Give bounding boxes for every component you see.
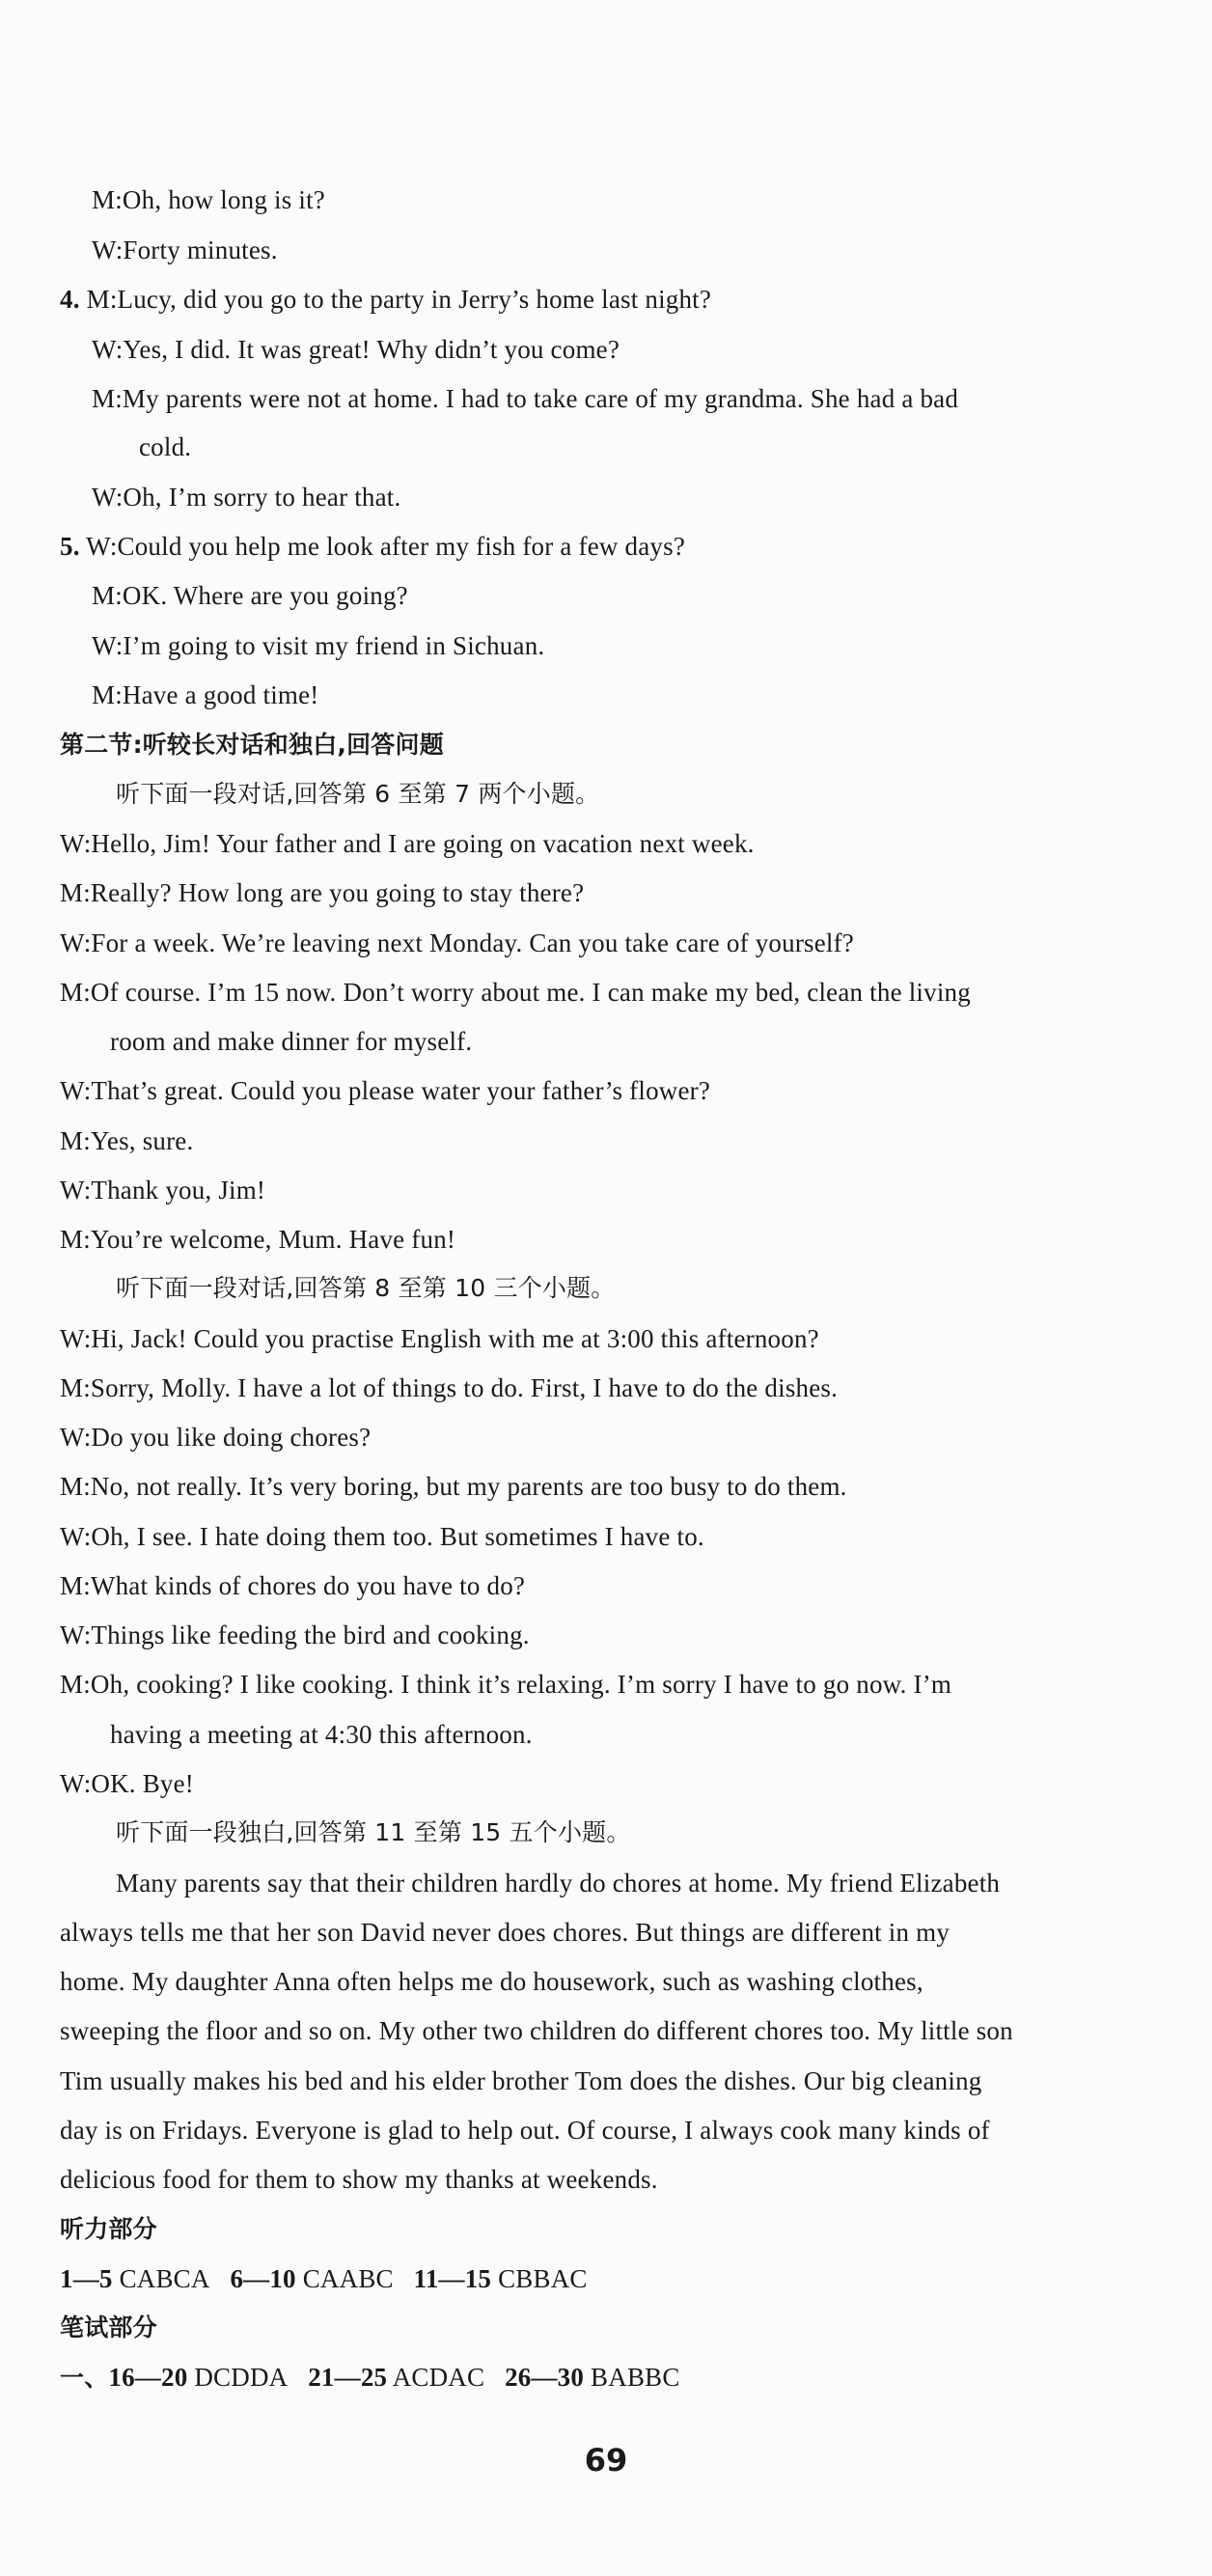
speaker: M [60,1472,84,1501]
dialogue-line: W:Oh, I’m sorry to hear that. [92,483,401,512]
dialogue-line: M:Oh, cooking? I like cooking. I think it’s relaxing. I’m sorry I have to go now. I’m [60,1670,952,1699]
dialogue-line: W:OK. Bye! [60,1769,194,1798]
monologue-line: always tells me that her son David never does chores. But things are different in my [60,1918,950,1947]
answer-keys: BABBC [591,2363,680,2392]
dialogue-line: W:Do you like doing chores? [60,1423,372,1452]
dialogue-line: W:Forty minutes. [92,235,278,264]
speaker: W [60,1076,84,1105]
dialogue-line: W:Thank you, Jim! [60,1176,266,1205]
utterance: I’m going to visit my friend in Sichuan. [123,631,545,660]
utterance: Forty minutes. [123,235,278,264]
utterance: No, not really. It’s very boring, but my parents are too busy to do them. [90,1472,847,1501]
speaker: W [60,1176,84,1205]
dialogue-line: 4. M:Lucy, did you go to the party in Jerry’s home last night? [60,285,712,314]
speaker: W [92,483,116,512]
dialogue-line: M:My parents were not at home. I had to take care of my grandma. She had a bad [92,384,959,413]
utterance: What kinds of chores do you have to do? [90,1571,526,1600]
instruction: 听下面一段对话,回答第 8 至第 10 三个小题。 [116,1274,616,1302]
utterance: Lucy, did you go to the party in Jerry’s home last night? [117,285,712,314]
answer-keys: ACDAC [392,2363,485,2392]
answer-range: 16—20 [108,2363,188,2392]
dialogue-line: 5. W:Could you help me look after my fish for a few days? [60,532,686,561]
utterance: OK. Bye! [91,1769,194,1798]
item-number: 4. [60,285,80,314]
speaker: W [60,829,84,858]
answers-written-heading: 笔试部分 [60,2313,157,2341]
answer-keys: CBBAC [498,2264,588,2293]
utterance: Thank you, Jim! [91,1176,266,1205]
answers-listening-heading: 听力部分 [60,2215,157,2243]
speaker: M [60,878,84,907]
dialogue-line-continued [110,1718,533,1751]
speaker: M [60,1571,84,1600]
speaker: M [92,185,116,214]
dialogue-line: M:Of course. I’m 15 now. Don’t worry about me. I can make my bed, clean the living [60,978,971,1007]
dialogue-line: M:Oh, how long is it? [92,185,325,214]
dialogue-line: M:You’re welcome, Mum. Have fun! [60,1225,456,1254]
utterance: Things like feeding the bird and cooking. [91,1620,530,1649]
monologue-line: Many parents say that their children hardly do chores at home. My friend Elizabeth [116,1869,1001,1897]
speaker: M [92,384,116,413]
answer-keys: CAABC [302,2264,394,2293]
instruction: 听下面一段独白,回答第 11 至第 15 五个小题。 [116,1818,631,1846]
speaker: M [92,680,116,709]
utterance: cold. [139,432,192,461]
utterance: having a meeting at 4:30 this afternoon. [110,1720,533,1749]
utterance: Hello, Jim! Your father and I are going on vacation next week. [91,829,755,858]
utterance: OK. Where are you going? [122,581,408,610]
page-number: 69 [584,2442,628,2479]
monologue-line: home. My daughter Anna often helps me do housework, such as washing clothes, [60,1967,923,1996]
speaker: W [60,1324,84,1353]
answer-keys: DCDDA [194,2363,289,2392]
monologue-line: day is on Fridays. Everyone is glad to help out. Of course, I always cook many kinds of [60,2116,990,2145]
speaker: M [60,1670,84,1699]
speaker: W [60,1769,84,1798]
utterance: That’s great. Could you please water your father’s flower? [91,1076,711,1105]
speaker: M [60,1373,84,1402]
utterance: Oh, how long is it? [122,185,325,214]
dialogue-line: W:I’m going to visit my friend in Sichuan. [92,631,545,660]
answer-prefix: 一、 [60,2364,109,2392]
utterance: Yes, I did. It was great! Why didn’t you come? [123,335,620,364]
utterance: Have a good time! [122,680,319,709]
utterance: Do you like doing chores? [91,1423,372,1452]
utterance: Of course. I’m 15 now. Don’t worry about me. I can make my bed, clean the living [90,978,971,1007]
speaker: W [60,1522,84,1551]
answer-range: 1—5 [60,2264,113,2293]
speaker: W [92,631,116,660]
speaker: W [60,1423,84,1452]
item-number: 5. [60,532,80,561]
speaker: M [92,581,116,610]
utterance: room and make dinner for myself. [110,1027,473,1056]
section-heading: 第二节:听较长对话和独白,回答问题 [60,731,444,759]
dialogue-line: W:For a week. We’re leaving next Monday. Can you take care of yourself? [60,928,854,957]
speaker: M [60,1225,84,1254]
dialogue-line: W:Yes, I did. It was great! Why didn’t you come? [92,335,620,364]
utterance: Oh, I’m sorry to hear that. [123,483,401,512]
answer-range: 11—15 [413,2264,492,2293]
utterance: For a week. We’re leaving next Monday. Can you take care of yourself? [91,928,854,957]
utterance: Oh, cooking? I like cooking. I think it’s relaxing. I’m sorry I have to go now. I’m [90,1670,952,1699]
utterance: Sorry, Molly. I have a lot of things to do. First, I have to do the dishes. [90,1373,839,1402]
speaker: W [92,235,116,264]
answer-range: 6—10 [230,2264,296,2293]
monologue-line: delicious food for them to show my thanks at weekends. [60,2165,658,2194]
answers-listening [60,2262,588,2295]
speaker: M [60,1126,84,1155]
dialogue-line-continued [110,1025,472,1058]
instruction: 听下面一段对话,回答第 6 至第 7 两个小题。 [116,780,600,808]
utterance: Could you help me look after my fish for a few days? [117,532,686,561]
answer-keys: CABCA [119,2264,210,2293]
dialogue-line: M:What kinds of chores do you have to do? [60,1571,526,1600]
speaker: W [86,532,110,561]
answer-range: 26—30 [505,2363,585,2392]
speaker: W [92,335,116,364]
speaker: M [60,978,84,1007]
utterance: Really? How long are you going to stay there? [90,878,585,907]
speaker: M [86,285,110,314]
speaker: W [60,1620,84,1649]
monologue-line: sweeping the floor and so on. My other two children do different chores too. My little son [60,2016,1013,2045]
answers-written [60,2361,680,2395]
utterance: Oh, I see. I hate doing them too. But sometimes I have to. [91,1522,704,1551]
dialogue-line: W:Hi, Jack! Could you practise English with me at 3:00 this afternoon? [60,1324,819,1353]
utterance: My parents were not at home. I had to take care of my grandma. She had a bad [122,384,959,413]
dialogue-line: M:Yes, sure. [60,1126,194,1155]
speaker: W [60,928,84,957]
dialogue-line: W:Things like feeding the bird and cooking. [60,1620,530,1649]
answer-range: 21—25 [308,2363,388,2392]
utterance: Hi, Jack! Could you practise English with me at 3:00 this afternoon? [91,1324,819,1353]
dialogue-line: M:Really? How long are you going to stay there? [60,878,585,907]
dialogue-line: W:Oh, I see. I hate doing them too. But sometimes I have to. [60,1522,704,1551]
dialogue-line: W:Hello, Jim! Your father and I are going on vacation next week. [60,829,755,858]
dialogue-line: M:No, not really. It’s very boring, but my parents are too busy to do them. [60,1472,847,1501]
monologue-line: Tim usually makes his bed and his elder brother Tom does the dishes. Our big cleaning [60,2066,982,2095]
dialogue-line: M:Sorry, Molly. I have a lot of things to do. First, I have to do the dishes. [60,1373,839,1402]
utterance: You’re welcome, Mum. Have fun! [90,1225,456,1254]
dialogue-line: M:OK. Where are you going? [92,581,408,610]
dialogue-line: W:That’s great. Could you please water your father’s flower? [60,1076,711,1105]
dialogue-line-continued [139,430,191,463]
dialogue-line: M:Have a good time! [92,680,319,709]
utterance: Yes, sure. [90,1126,194,1155]
